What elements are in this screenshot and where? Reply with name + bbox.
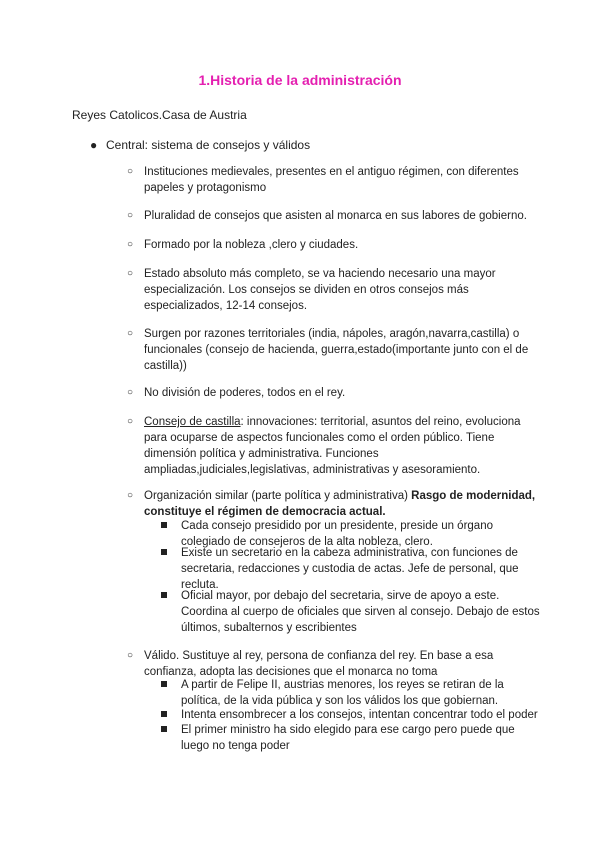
list-item-text: Surgen por razones territoriales (india, nápoles, aragón,navarra,castilla) o funcionales (consejo de hacienda, guerra,estado(importante junto con el de castilla))	[144, 328, 529, 372]
level1-text: Central: sistema de consejos y válidos	[106, 138, 311, 152]
document-title: 1.Historia de la administración	[198, 72, 402, 88]
square-bullet-icon	[161, 549, 167, 555]
list-item-text: Válido. Sustituye al rey, persona de confianza del rey. En base a esa confianza, adopta las decisiones que el monarca no toma	[144, 650, 494, 678]
sub-item-felipe-ii	[181, 677, 541, 709]
square-bullet-icon	[161, 726, 167, 732]
list-item-formado	[127, 237, 539, 253]
list-item-text: Instituciones medievales, presentes en el antiguo régimen, con diferentes papeles y protagonismo	[144, 166, 519, 194]
sub-item-primer-ministro	[181, 722, 541, 754]
circle-bullet-icon: ○	[127, 416, 134, 427]
list-item-instituciones	[127, 164, 539, 196]
rasgo-modernidad-text: Rasgo de modernidad, constituye el régimen de democracia actual.	[144, 490, 536, 518]
list-item-estado-absoluto	[127, 266, 539, 314]
circle-bullet-icon: ○	[127, 268, 134, 279]
list-item-text: Organización similar (parte política y administrativa)	[144, 490, 412, 502]
list-item-text: Pluralidad de consejos que asisten al monarca en sus labores de gobierno.	[144, 210, 527, 222]
square-bullet-icon	[161, 681, 167, 687]
list-item-text: Estado absoluto más completo, se va haciendo necesario una mayor especialización. Los consejos se dividen en otros consejos más especializados, 12-14 consejos.	[144, 268, 496, 312]
circle-bullet-icon: ○	[127, 387, 134, 398]
list-item-text: : innovaciones: territorial, asuntos del reino, evoluciona para ocuparse de aspectos funcionales como el orden público. Tiene dimensión política y administrativa. Funciones ampliadas,judiciales,legislativas, administrativas y asesoramiento.	[144, 416, 521, 476]
square-bullet-icon	[161, 522, 167, 528]
sub-item-text: Oficial mayor, por debajo del secretaria, sirve de apoyo a este. Coordina al cuerpo de oficiales que sirven al consejo. Debajo de estos últimos, subalternos y escribientes	[181, 590, 540, 634]
circle-bullet-icon: ○	[127, 239, 134, 250]
sub-item-text: Cada consejo presidido por un presidente, preside un órgano colegiado de consejeros de la alta nobleza, clero.	[181, 520, 493, 548]
list-item-no-division	[127, 385, 539, 401]
circle-bullet-icon: ○	[127, 328, 134, 339]
list-item-text: No división de poderes, todos en el rey.	[144, 387, 346, 399]
circle-bullet-icon: ○	[127, 490, 134, 501]
document-subtitle: Reyes Catolicos.Casa de Austria	[72, 108, 247, 122]
list-item-surgen	[127, 326, 539, 374]
consejo-castilla-heading: Consejo de castilla	[144, 416, 241, 428]
sub-item-ensombrecer	[181, 707, 541, 723]
sub-item-oficial-mayor	[181, 588, 541, 636]
sub-item-secretario	[181, 545, 541, 593]
list-item-pluralidad	[127, 208, 539, 224]
sub-item-text: El primer ministro ha sido elegido para ese cargo pero puede que luego no tenga poder	[181, 724, 515, 752]
list-item-valido	[127, 648, 539, 680]
circle-bullet-icon: ○	[127, 210, 134, 221]
sub-item-text: Intenta ensombrecer a los consejos, intentan concentrar todo el poder	[181, 709, 538, 721]
square-bullet-icon	[161, 711, 167, 717]
disc-bullet-icon: ●	[90, 138, 98, 152]
list-item-organizacion	[127, 488, 539, 520]
sub-item-text: Existe un secretario en la cabeza administrativa, con funciones de secretaria, redacciones y custodia de actas. Jefe de personal, que recluta.	[181, 547, 519, 591]
circle-bullet-icon: ○	[127, 650, 134, 661]
sub-item-text: A partir de Felipe II, austrias menores, los reyes se retiran de la política, de la vida pública y son los válidos los que gobiernan.	[181, 679, 504, 707]
circle-bullet-icon: ○	[127, 166, 134, 177]
list-item-consejo-castilla	[127, 414, 539, 478]
square-bullet-icon	[161, 592, 167, 598]
list-item-text: Formado por la nobleza ,clero y ciudades.	[144, 239, 359, 251]
